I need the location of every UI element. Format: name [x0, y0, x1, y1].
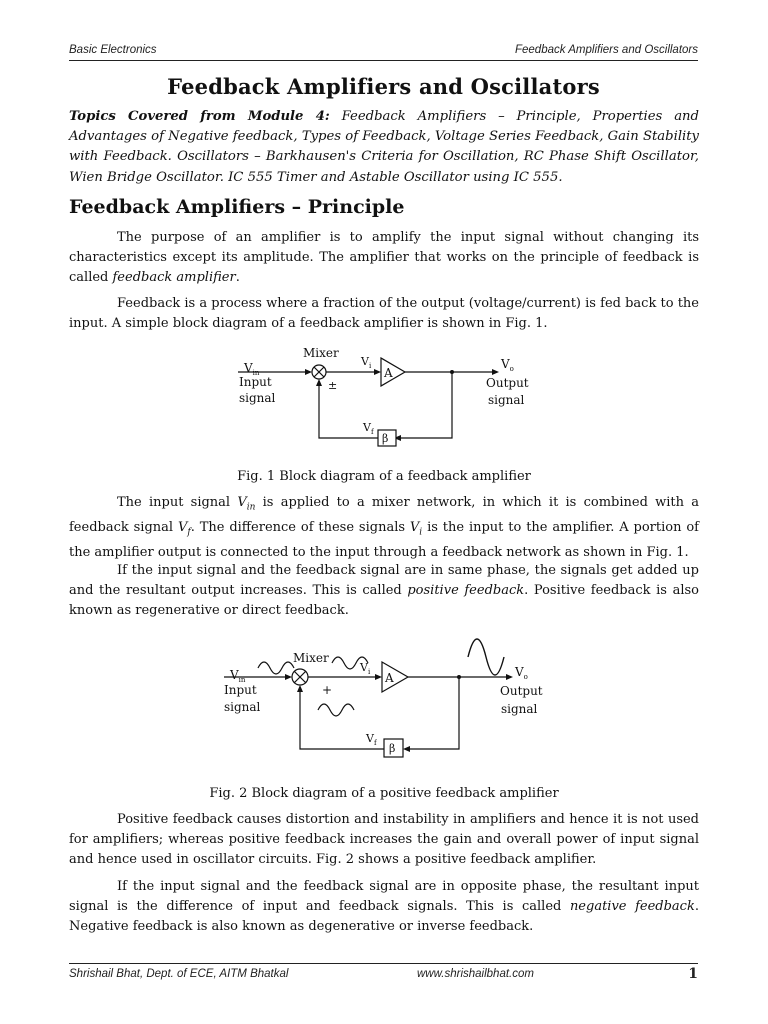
- paragraph-text: . Negative feedback is also known as degenerative or inverse feedback.: [69, 899, 699, 935]
- vi-label: $V_i$: [360, 661, 371, 676]
- plus-sign: +: [322, 683, 333, 697]
- figure-2-block-diagram: [220, 636, 560, 771]
- feedback-arrow: [297, 685, 303, 692]
- beta-label: β: [382, 432, 389, 445]
- emphasis-term: positive feedback: [407, 583, 525, 599]
- section-heading: Feedback Amplifiers – Principle: [69, 196, 405, 218]
- paragraph-text: If the input signal and the feedback signal are in opposite phase, the resultant input signal is the difference of input and feedback signals. This is called: [69, 879, 699, 915]
- input-arrow: [285, 674, 292, 680]
- paragraph-text: is applied to a mixer network, in which it is combined with a feedback signal: [69, 495, 699, 535]
- page-number: 1: [688, 966, 698, 982]
- vf-label: $V_f$: [366, 732, 377, 747]
- vin-label: $V_{in}$: [230, 668, 246, 684]
- vo-label: $V_o$: [515, 665, 528, 681]
- plus-minus-sign: ±: [328, 379, 338, 392]
- paragraph-feedback-definition: Feedback is a process where a fraction of the output (voltage/current) is fed back to the input. A simple block diagram of a feedback amplifier is shown in Fig. 1.: [69, 296, 699, 332]
- output-signal-label: signal: [488, 393, 525, 407]
- topics-covered: [69, 107, 699, 188]
- beta-label: β: [389, 742, 396, 755]
- beta-in-arrow: [403, 746, 410, 752]
- output-arrow: [506, 674, 513, 680]
- amplifier-gain-label: A: [385, 671, 394, 685]
- feedback-path-right: [405, 677, 459, 749]
- output-signal-label: signal: [501, 702, 538, 716]
- input-label: Input: [224, 683, 257, 697]
- output-waveform: [468, 639, 504, 675]
- figure-2-caption: Fig. 2 Block diagram of a positive feedback amplifier: [209, 786, 559, 801]
- paragraph-text: The purpose of an amplifier is to amplify the input signal without changing its characteristics except its amplitude. The amplifier that works on the principle of feedback is called: [69, 230, 699, 286]
- vin-label: $V_{in}$: [244, 361, 260, 377]
- topics-label: Topics Covered from Module 4:: [69, 109, 330, 124]
- running-header: [69, 43, 698, 61]
- vf-label: $V_f$: [363, 421, 374, 436]
- output-label: Output: [500, 684, 543, 698]
- paragraph-text: The input signal: [117, 495, 238, 510]
- feedback-path-right: [396, 372, 452, 438]
- vi-label: $V_i$: [361, 355, 372, 370]
- paragraph-negative-feedback: [69, 877, 699, 938]
- paragraph-signal-flow: [69, 493, 699, 563]
- emphasis-term: negative feedback: [569, 899, 695, 915]
- paragraph-purpose: [69, 228, 699, 289]
- vo-label: $V_o$: [501, 357, 514, 373]
- amplifier-gain-label: A: [384, 366, 393, 380]
- topics-text: Feedback Amplifiers – Principle, Properties and Advantages of Negative feedback, Types of Feedback, Voltage Series Feedback, Gain Stability with Feedback. Oscillators – Barkhausen's Criteria for Oscillation, RC Phase Shift Oscillator, Wien Bridge Oscillator. IC 555 Timer and Astable Oscillator using IC 555.: [69, 109, 699, 185]
- input-arrow: [305, 369, 312, 375]
- output-arrow: [492, 369, 499, 375]
- header-course-name: Basic Electronics: [69, 44, 157, 56]
- paragraph-positive-feedback: [69, 561, 699, 622]
- header-chapter-name: Feedback Amplifiers and Oscillators: [514, 44, 698, 56]
- footer-author: Shrishail Bhat, Dept. of ECE, AITM Bhatkal: [69, 968, 289, 980]
- emphasis-term: feedback amplifier: [112, 270, 236, 286]
- vin-symbol: $V_{in}$: [237, 495, 256, 513]
- paragraph-text: If the input signal and the feedback signal are in same phase, the signals get added up and the resultant output increases. This is called: [69, 563, 699, 599]
- signal-label: signal: [239, 391, 276, 405]
- vf-symbol: $V_f$: [177, 519, 191, 538]
- paragraph-text: .: [235, 270, 240, 286]
- mixer-label: Mixer: [303, 346, 339, 360]
- input-waveform: [258, 662, 294, 674]
- paragraph-text: is the input to the amplifier. A portion of the amplifier output is connected to the input through a feedback network as shown in Fig. 1.: [69, 519, 699, 560]
- mixer-label: Mixer: [293, 651, 329, 665]
- input-label: Input: [239, 375, 272, 389]
- feedback-arrow: [316, 379, 322, 386]
- vi-symbol: $V_i$: [409, 519, 423, 538]
- amp-in-arrow: [375, 674, 382, 680]
- paragraph-text: . The difference of these signals: [190, 519, 410, 535]
- page-title: Feedback Amplifiers and Oscillators: [167, 74, 600, 99]
- footer-website: www.shrishailbhat.com: [417, 968, 534, 980]
- amp-in-arrow: [374, 369, 381, 375]
- paragraph-positive-feedback-use: Positive feedback causes distortion and instability in amplifiers and hence it is not used for amplifiers; whereas positive feedback increases the gain and overall power of input signal and hence used in oscillator circuits. Fig. 2 shows a positive feedback amplifier.: [69, 812, 699, 868]
- paragraph-text: . Positive feedback is also known as regenerative or direct feedback.: [69, 583, 699, 619]
- signal-label: signal: [224, 700, 261, 714]
- figure-1-block-diagram: [230, 343, 540, 453]
- feedback-waveform: [318, 704, 354, 716]
- figure-1-caption: Fig. 1 Block diagram of a feedback amplifier: [237, 469, 531, 484]
- page-footer: [69, 963, 698, 986]
- output-label: Output: [486, 376, 529, 390]
